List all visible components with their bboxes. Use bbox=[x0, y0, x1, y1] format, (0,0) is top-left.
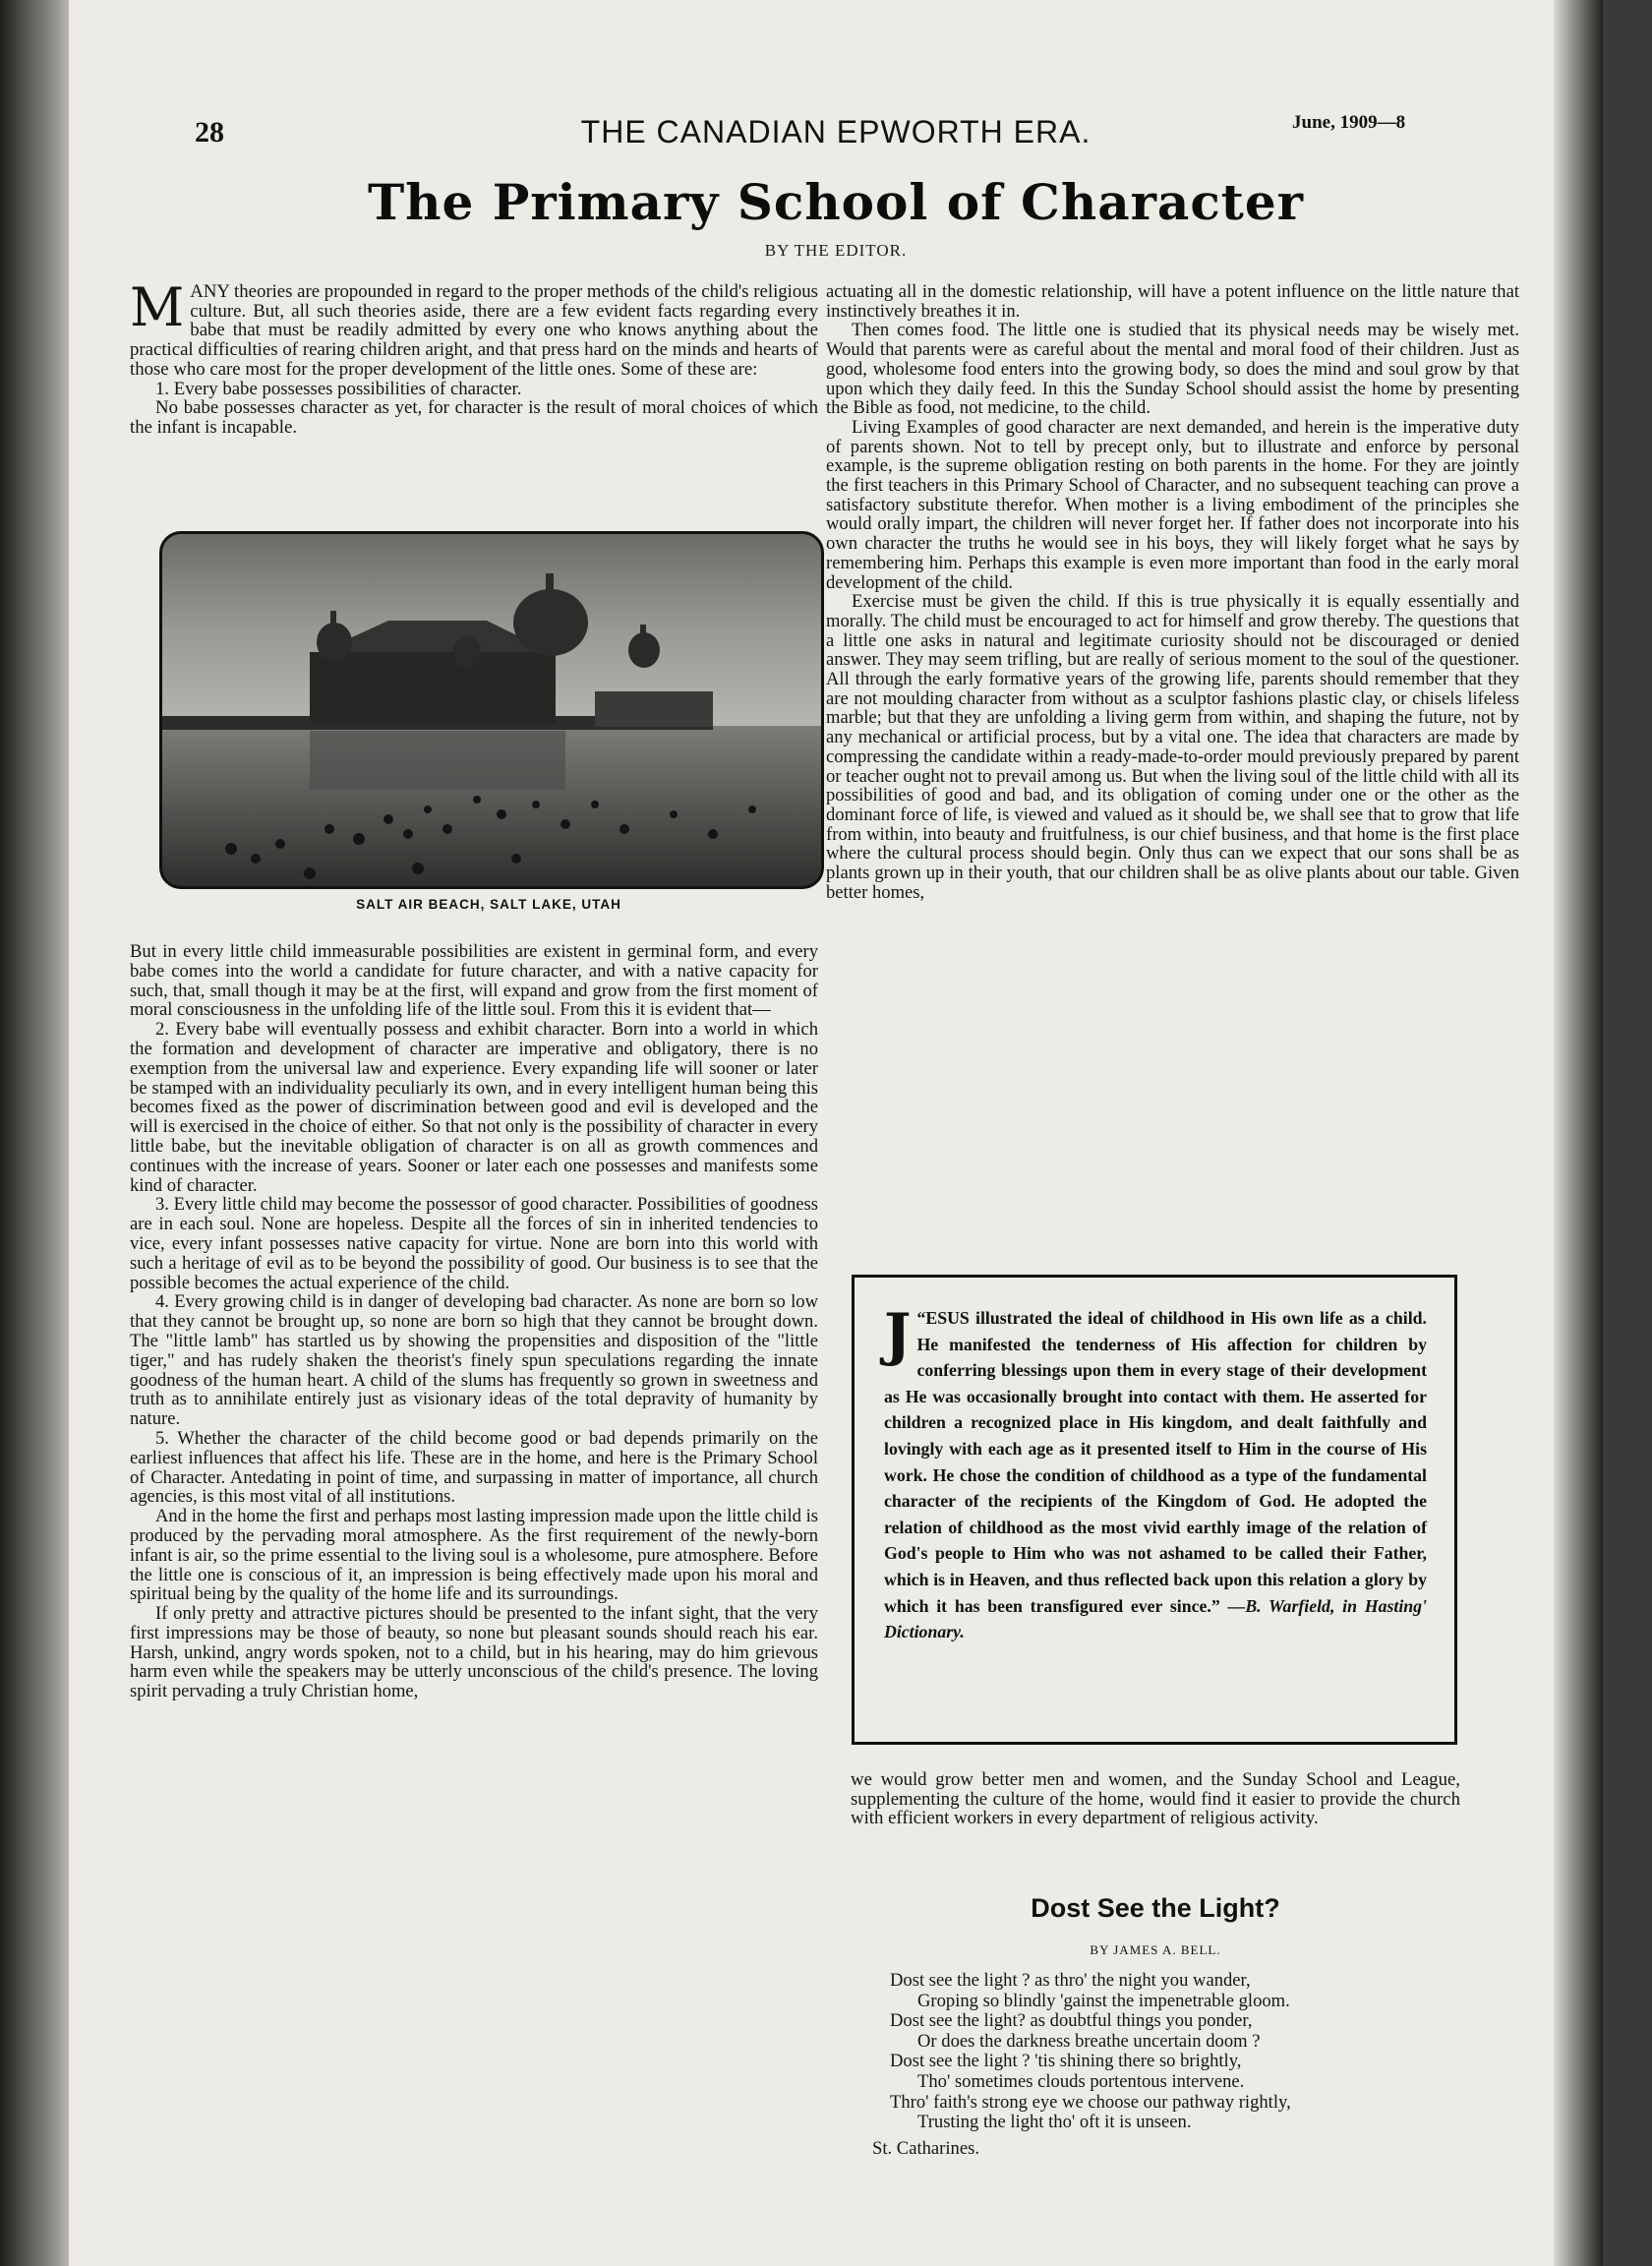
quote-text: ESUS illustrated the ideal of childhood in His own life as a child. He manifested the tenderness of His affection for children by conferring blessings upon them in every stage of their development as He was occasionally brought into contact with them. He asserted for children a recognized place in His kingdom, and dealt faithfully and lovingly with each age as it presented itself to Him in the course of His work. He chose the condition of childhood as a type of the fundamental character of the recipients of the Kingdom of God. He adopted the relation of childhood as the most vivid earthly image of the relation of God's people to Him who was not ashamed to be called their Father, which is in Heaven, and thus reflected back upon this relation a glory by which it has been transfigured ever since.” bbox=[884, 1308, 1427, 1616]
poem-body bbox=[872, 1970, 1480, 2159]
journal-name: THE CANADIAN EPWORTH ERA. bbox=[580, 114, 1092, 149]
quote-open-mark: “ bbox=[916, 1308, 926, 1328]
poem-line: Dost see the light ? as thro' the night you wander, bbox=[890, 1970, 1251, 1991]
page-edge-shadow bbox=[1554, 0, 1603, 2266]
paragraph: And in the home the first and perhaps most lasting impression made upon the little child is produced by the pervading moral atmosphere. As the first requirement of the newly-born infant is air, so the prime essential to the living soul is a wholesome, pure atmosphere. Before the little one is conscious of it, an impression is being effectively made upon his moral and spiritual being by the quality of the home life and its surroundings. bbox=[130, 1506, 818, 1605]
poem-line: Tho' sometimes clouds portentous intervene. bbox=[917, 2070, 1245, 2092]
quote-drop-cap: J bbox=[884, 1301, 912, 1368]
paragraph: Exercise must be given the child. If this is true physically it is equally essentially and morally. The child must be encouraged to act for himself and grow thereby. The questions that a little one asks in natural and legitimate curiosity should not be discouraged or denied answer. They may seem trifling, but are really of serious moment to the soul of the questioner. All through the early formative years of the growing life, parents should remember that they are not moulding character from without as a sculptor fashions plastic clay, or chisels lifeless marble; but that they are unfolding a living germ from within, and shaping the future, not by any mechanical or artificial process, but by a vital one. The idea that characters are made by compressing the candidate within a ready-made-to-order mould previously prepared by parent or teacher ought not to prevail among us. But when the living soul of the little child with all its possibilities of good and bad, and its obligation of coming under one or the other as the dominant force of life, is viewed and valued as it should be, we shall see that to grow that life from within, into beauty and fruitfulness, is our chief business, and that home is the first place where the cultural process should begin. Only thus can we expect that our sons shall be as plants grown up in their youth, that our children shall be as olive plants about our table. Given better homes, bbox=[826, 591, 1519, 903]
book-binding bbox=[0, 0, 69, 2266]
paragraph: 5. Whether the character of the child become good or bad depends primarily on the earliest influences that affect his life. These are in the home, and here is the Primary School of Character. Antedating in point of time, and surpassing in matter of importance, all church agencies, is this most vital of all institutions. bbox=[130, 1427, 818, 1508]
paragraph: If only pretty and attractive pictures should be presented to the infant sight, that the very first impressions may be those of beauty, so none but pleasant sounds should reach his ear. Harsh, unkind, angry words spoken, not to a child, but in his hearing, may do him grievous harm even while the speakers may be utterly unconscious of the child's presence. The loving spirit pervading a truly Christian home, bbox=[130, 1603, 818, 1702]
column-2-end bbox=[851, 1770, 1460, 1828]
page-number: 28 bbox=[195, 116, 224, 149]
paragraph: we would grow better men and women, and the Sunday School and League, supplementing the culture of the home, would find it easier to provide the church with efficient workers in every department of religious activity. bbox=[851, 1769, 1460, 1829]
article-title: The Primary School of Character bbox=[367, 173, 1305, 231]
poem-line: Thro' faith's strong eye we choose our pathway rightly, bbox=[890, 2091, 1291, 2113]
poem-title: Dost See the Light? bbox=[1031, 1893, 1280, 1923]
paragraph: Then comes food. The little one is studied that its physical needs may be wisely met. Would that parents were as careful about the mental and moral food of their children. Just as good, wholesome food enters into the growing body, so does the mind and soul grow by that upon which they daily feed. In this the Sunday School should assist the home by presenting the Bible as food, not medicine, to the child. bbox=[826, 320, 1519, 419]
paragraph: 1. Every babe possesses possibilities of character. bbox=[155, 378, 522, 399]
photo-caption: SALT AIR BEACH, SALT LAKE, UTAH bbox=[356, 897, 621, 912]
paragraph: actuating all in the domestic relationship, will have a potent influence on the little nature that instinctively breathes it in. bbox=[826, 281, 1519, 322]
paragraph: 3. Every little child may become the possessor of good character. Possibilities of goodness are in each soul. None are hopeless. Despite all the forces of sin in inherited tendencies to vice, every infant possesses native capacity for virtue. None are born into this world with such a heritage of evil as to be beyond the possibility of good. Our business is to see that the possible becomes the actual experience of the child. bbox=[130, 1194, 818, 1293]
paragraph: But in every little child immeasurable possibilities are existent in germinal form, and every babe comes into the world a candidate for future character, and with a native capacity for such, that, small though it may be at the first, will expand and grow from the first moment of moral consciousness in the unfolding life of the little soul. From this it is evident that— bbox=[130, 941, 818, 1021]
paragraph: 4. Every growing child is in danger of developing bad character. As none are born so low that they cannot be brought up, so none are born so high that they cannot be brought down. The "little lamb" has startled us by showing the propensities and disposition of the "little tiger," and has rudely shaken the theorist's finely spun speculations regarding the innate goodness of the human heart. A child of the slums has frequently so grown in sweetness and truth as to annihilate entirely just as visionary ideas of the total depravity of humanity by nature. bbox=[130, 1291, 818, 1430]
poem-line: Dost see the light ? 'tis shining there so brightly, bbox=[890, 2051, 1242, 2072]
poem-byline: BY JAMES A. BELL. bbox=[1090, 1942, 1221, 1957]
issue-date: June, 1909—8 bbox=[1292, 112, 1406, 133]
quote-attribution: —B. Warfield, in Hasting' Dictionary. bbox=[884, 1595, 1427, 1642]
article-byline: BY THE EDITOR. bbox=[764, 241, 908, 260]
poem-line: Or does the darkness breathe uncertain doom ? bbox=[917, 2030, 1261, 2052]
column-1-top bbox=[130, 276, 818, 438]
poem-line: Dost see the light? as doubtful things you ponder, bbox=[890, 2010, 1253, 2032]
drop-cap: M bbox=[130, 276, 185, 338]
paragraph: 2. Every babe will eventually possess and exhibit character. Born into a world in which the formation and development of character are imperative and obligatory, there is no exemption from the universal law and experience. Every expanding life will sooner or later be stamped with an individuality peculiarly its own, and in every intelligent human being this becomes fixed as the power of discrimination between good and evil is developed and the will is exercised in the choice of either. So that not only is the possibility of character in every little babe, but the inevitable obligation of character is on all as growth commences and continues with the increase of years. Sooner or later each one possesses and manifests some kind of character. bbox=[130, 1019, 818, 1196]
column-2 bbox=[826, 282, 1519, 903]
pull-quote-box bbox=[852, 1275, 1457, 1745]
paragraph: MANY theories are propounded in regard to the proper methods of the child's religious culture. But, all such theories aside, there are a few evident facts regarding every babe that must be readily admitted by every one who knows anything about the practical difficulties of rearing children aright, and that press hard on the minds and hearts of those who care most for the proper development of the little ones. Some of these are: bbox=[130, 276, 818, 380]
column-1-bottom bbox=[130, 942, 818, 1701]
paragraph: Living Examples of good character are next demanded, and herein is the imperative duty of parents shown. Not to tell by precept only, but to illustrate and enforce by personal example, is the supreme obligation resting on both parents in the home. For they are jointly the first teachers in this Primary School of Character, and no subsequent teaching can prove a satisfactory substitute therefor. When mother is a living embodiment of the principles she would orally impart, the children will never forget her. If father does not incorporate into his own character the truths he would see in his boys, they will likely forget what he says by remembering him. Perhaps this example is even more important than food in the early moral development of the child. bbox=[826, 416, 1519, 593]
poem-line: Groping so blindly 'gainst the impenetrable gloom. bbox=[917, 1990, 1290, 2011]
poem-line: Trusting the light tho' oft it is unseen. bbox=[917, 2112, 1192, 2133]
magazine-page bbox=[69, 0, 1603, 2266]
paragraph: No babe possesses character as yet, for character is the result of moral choices of which the infant is incapable. bbox=[130, 397, 818, 438]
beach-photo bbox=[159, 531, 824, 889]
poem-place: St. Catharines. bbox=[872, 2137, 979, 2159]
